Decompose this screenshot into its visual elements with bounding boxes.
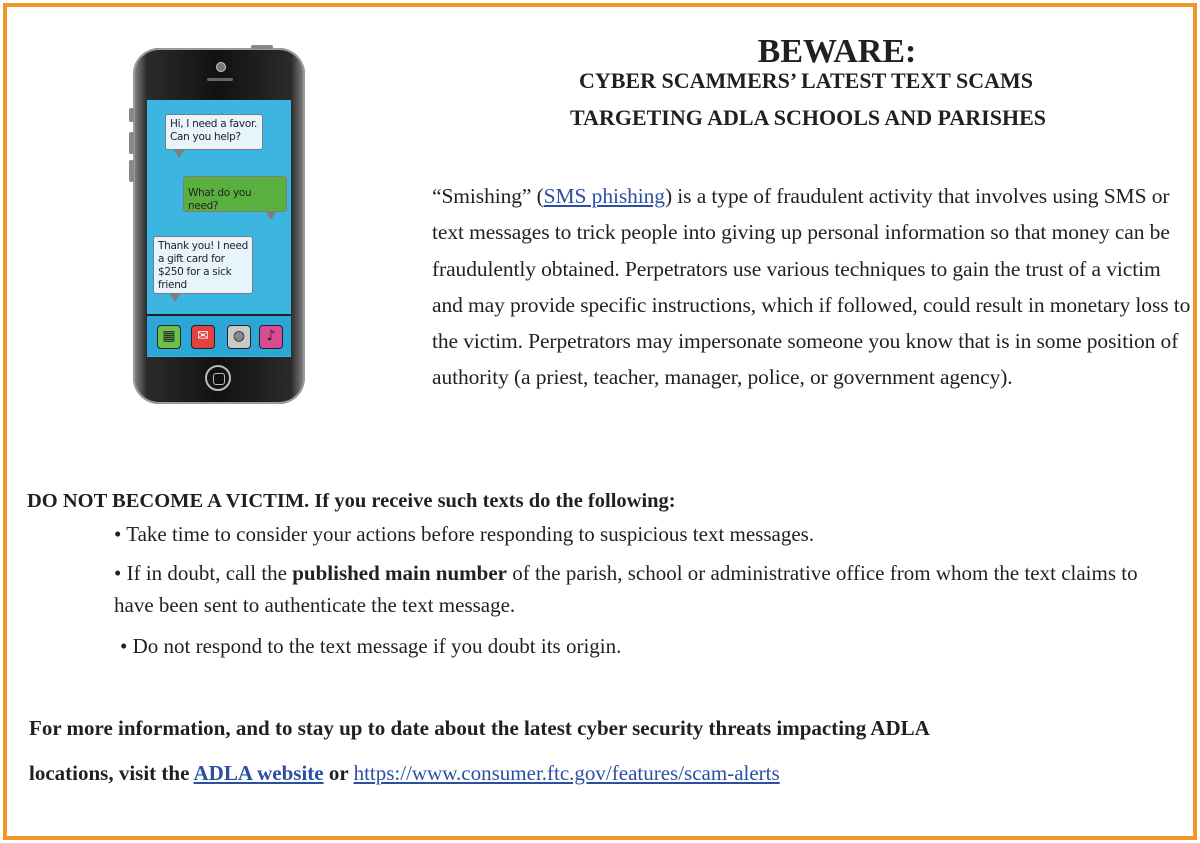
camera-icon xyxy=(216,62,226,72)
intro-paragraph xyxy=(432,178,1192,396)
page-title: BEWARE: xyxy=(757,33,917,70)
message-text: What do you need? xyxy=(188,187,252,212)
speaker-icon xyxy=(207,78,233,81)
intro-text: “Smishing” ( xyxy=(432,184,544,208)
adla-website-link[interactable]: ADLA website xyxy=(193,761,324,785)
home-button-icon xyxy=(205,365,231,391)
phone-top-button xyxy=(251,45,273,49)
more-info-text: locations, visit the xyxy=(29,761,194,785)
ftc-scam-alerts-link[interactable]: https://www.consumer.ftc.gov/features/scam-alerts xyxy=(353,761,780,785)
bullet-item: • Do not respond to the text message if you doubt its origin. xyxy=(120,634,622,658)
phone-side-button xyxy=(129,132,134,154)
intro-text: ) is a type of fraudulent activity that involves using SMS or text messages to trick people into giving up personal information so that money can be fraudulently obtained. Perpetrators use various techniques to gain the trust of a victim and may provide specific instructions, which if followed, could result in monetary loss to the victim. Perpetrators may impersonate someone you know that is in some position of authority (a priest, teacher, manager, police, or government agency). xyxy=(432,184,1191,390)
bullet-text: • If in doubt, call the xyxy=(114,561,293,585)
bullet-emphasis: published main number xyxy=(292,561,507,585)
warning-heading: DO NOT BECOME A VICTIM. If you receive such texts do the following: xyxy=(27,490,676,512)
globe-app-icon: ◍ xyxy=(227,325,251,349)
message-bubble-incoming xyxy=(153,236,253,294)
phone-side-button xyxy=(129,108,134,122)
phone-screen xyxy=(147,100,291,357)
phone-side-button xyxy=(129,160,134,182)
phone-illustration xyxy=(133,48,309,408)
bullet-text: of the parish, school or administrative office from whom the text claims to have been sent to authenticate the text message. xyxy=(114,561,1138,617)
app-dock xyxy=(147,314,291,356)
sms-phishing-link[interactable]: SMS phishing xyxy=(543,184,665,208)
subtitle-line-1: CYBER SCAMMERS’ LATEST TEXT SCAMS xyxy=(579,68,1033,93)
more-info-paragraph xyxy=(29,706,1189,796)
calculator-app-icon: ▦ xyxy=(157,325,181,349)
more-info-text: or xyxy=(323,761,354,785)
bullet-item xyxy=(114,557,1174,621)
mail-app-icon: ✉ xyxy=(191,325,215,349)
music-app-icon: ♪ xyxy=(259,325,283,349)
message-bubble-incoming xyxy=(165,114,263,150)
more-info-line xyxy=(29,751,1189,796)
message-text: Hi, I need a favor. Can you help? xyxy=(170,118,258,143)
bullet-item: • Take time to consider your actions before responding to suspicious text messages. xyxy=(114,522,815,546)
subtitle-line-2: TARGETING ADLA SCHOOLS AND PARISHES xyxy=(570,105,1046,130)
flyer-frame xyxy=(3,3,1197,840)
more-info-line: For more information, and to stay up to date about the latest cyber security threats impacting ADLA xyxy=(29,716,930,740)
message-text: Thank you! I need a gift card for $250 for a sick friend xyxy=(158,240,248,291)
message-bubble-outgoing xyxy=(183,176,287,212)
